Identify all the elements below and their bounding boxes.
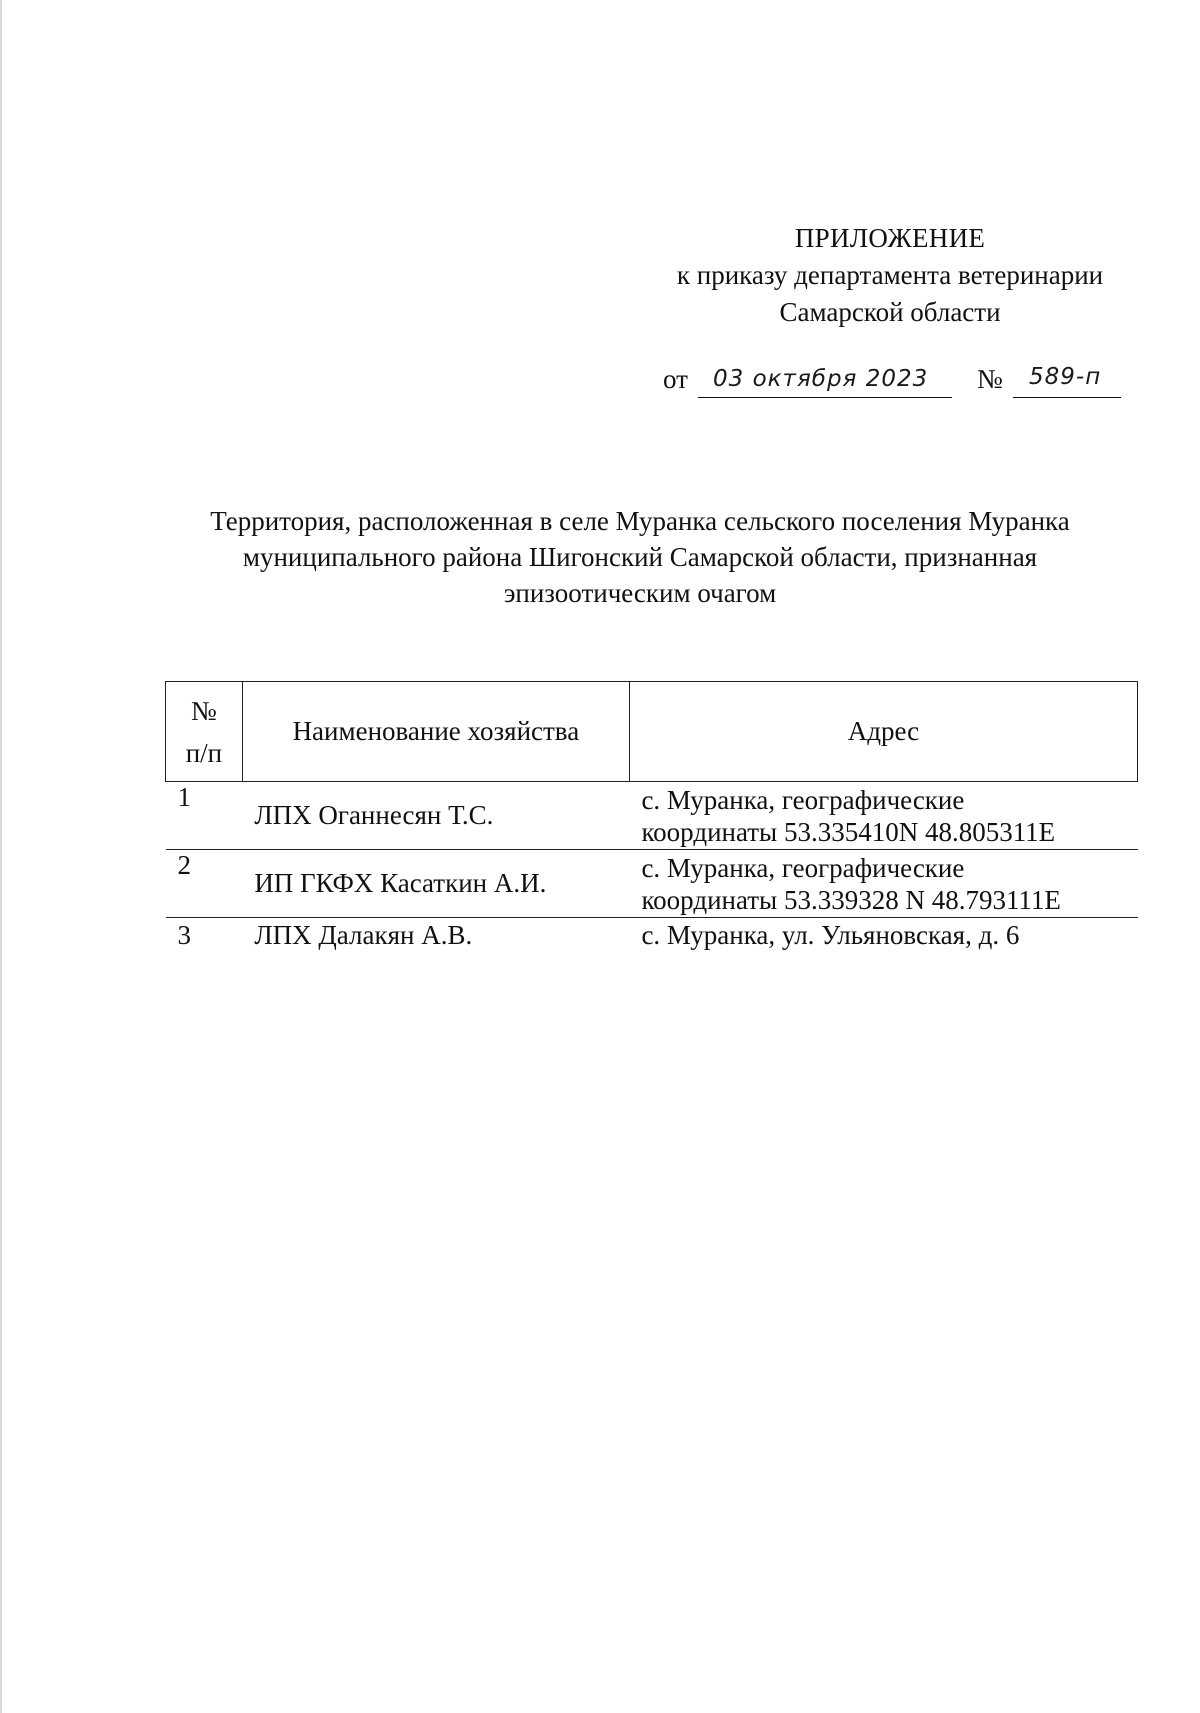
header-number: [166, 682, 243, 782]
farms-table: [165, 681, 1138, 960]
table-row: [166, 850, 1138, 918]
row-farm-name: ЛПХ Далакян А.В.: [242, 918, 629, 961]
order-number-label: №: [977, 364, 1003, 394]
table-row: [166, 782, 1138, 850]
order-from-label: от: [663, 364, 688, 394]
address-line-2: координаты 53.339328 N 48.793111E: [641, 885, 1061, 915]
number-underline: [1013, 397, 1121, 398]
heading-line-2: муниципального района Шигонский Самарской области, признанная: [242, 542, 1038, 572]
scan-edge: [0, 0, 2, 1713]
order-number: 589-п: [1029, 364, 1102, 390]
appendix-block: [600, 220, 1180, 331]
row-number: 3: [166, 918, 243, 961]
address-line-2: координаты 53.335410N 48.805311E: [641, 817, 1056, 847]
heading-line-3: эпизоотическим очагом: [503, 578, 777, 608]
row-address: [629, 850, 1137, 918]
table-row: [166, 918, 1138, 961]
row-address: [629, 918, 1137, 961]
date-underline: [698, 397, 952, 398]
order-date: 03 октября 2023: [713, 366, 929, 392]
header-address: Адрес: [629, 682, 1137, 782]
document-heading: [160, 503, 1120, 611]
row-farm-name: ИП ГКФХ Касаткин А.И.: [242, 850, 629, 918]
header-number-sign: №: [191, 695, 217, 726]
row-number: 2: [166, 850, 243, 918]
header-number-pp: п/п: [185, 737, 223, 768]
appendix-line-1: к приказу департамента ветеринарии: [676, 260, 1104, 290]
row-farm-name: ЛПХ Оганнесян Т.С.: [242, 782, 629, 850]
row-address: [629, 782, 1137, 850]
appendix-title: ПРИЛОЖЕНИЕ: [794, 223, 986, 253]
heading-line-1: Территория, расположенная в селе Муранка сельского поселения Муранка: [210, 506, 1070, 536]
table-header-row: [166, 682, 1138, 782]
address-line-1: с. Муранка, географические: [641, 785, 965, 815]
header-name: Наименование хозяйства: [242, 682, 629, 782]
appendix-line-2: Самарской области: [779, 297, 1001, 327]
address-line-1: с. Муранка, географические: [641, 853, 965, 883]
address-line-1: с. Муранка, ул. Ульяновская, д. 6: [641, 920, 1020, 950]
row-number: 1: [166, 782, 243, 850]
